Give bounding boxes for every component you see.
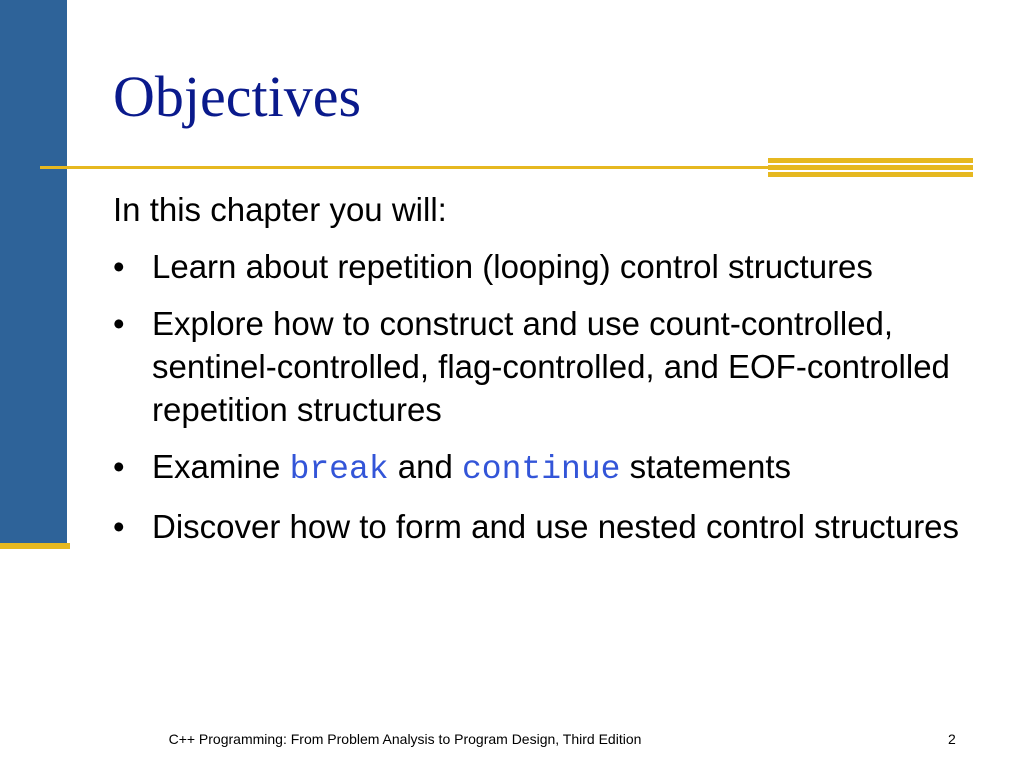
code-keyword-break: break xyxy=(289,451,389,488)
bullet-marker: • xyxy=(113,248,125,285)
code-keyword-continue: continue xyxy=(462,451,621,488)
bullet-text: Discover how to form and use nested control structures xyxy=(152,508,960,545)
list-item xyxy=(113,245,973,288)
bullet-text: Explore how to construct and use count-controlled, sentinel-controlled, flag-controlled, and EOF-controlled repetition structures xyxy=(152,305,950,428)
slide-content xyxy=(113,188,973,562)
objectives-list xyxy=(113,245,973,548)
slide-title: Objectives xyxy=(113,64,362,129)
bullet-text-suffix: statements xyxy=(620,448,792,485)
title-underline-accent xyxy=(768,158,973,179)
slide-footer: C++ Programming: From Problem Analysis to Program Design, Third Edition xyxy=(168,731,642,747)
page-number: 2 xyxy=(948,731,956,747)
bullet-text-prefix: Examine xyxy=(152,448,290,485)
bullet-marker: • xyxy=(113,305,125,342)
list-item xyxy=(113,445,973,491)
bullet-text: Learn about repetition (looping) control structures xyxy=(152,248,873,285)
intro-text: In this chapter you will: xyxy=(113,191,447,228)
list-item xyxy=(113,302,973,431)
bullet-text-middle: and xyxy=(388,448,462,485)
left-accent-rule xyxy=(0,543,70,549)
bullet-marker: • xyxy=(113,448,125,485)
left-accent-bar xyxy=(0,0,67,546)
list-item xyxy=(113,505,973,548)
bullet-marker: • xyxy=(113,508,125,545)
